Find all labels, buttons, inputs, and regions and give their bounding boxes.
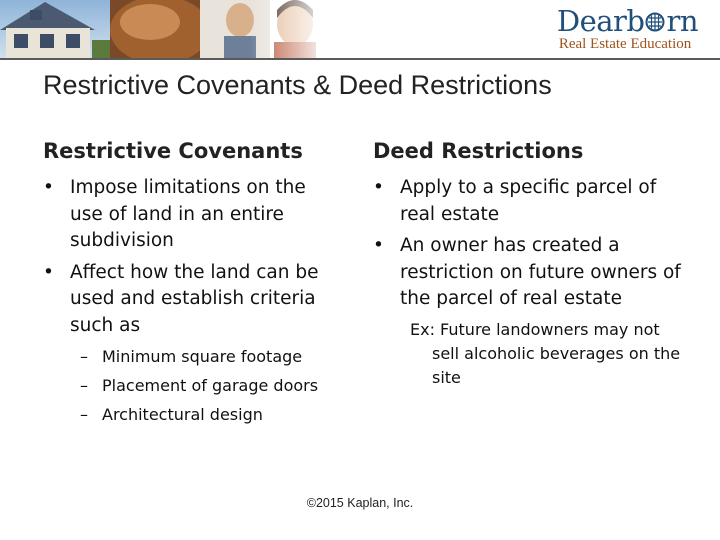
list-item [373, 175, 683, 228]
header-divider [0, 58, 720, 60]
bullet-text: An owner has created a restriction on future owners of the parcel of real estate [400, 235, 681, 309]
list-item [373, 233, 683, 313]
dash-icon: – [80, 347, 88, 366]
bullet-icon: • [373, 177, 384, 198]
list-item [43, 175, 343, 255]
column-heading: Deed Restrictions [373, 139, 584, 163]
sub-bullet-list [80, 345, 343, 427]
bullet-icon: • [43, 261, 54, 283]
dash-icon: – [80, 405, 88, 424]
deed-restrictions-column [373, 139, 683, 390]
sub-bullet-text: Minimum square footage [102, 347, 303, 366]
list-item [80, 345, 343, 369]
logo-wordmark [557, 6, 698, 36]
logo-wordmark-start: Dearb [556, 4, 645, 38]
bullet-list [43, 175, 343, 339]
list-item [43, 260, 343, 340]
sub-bullet-text: Architectural design [102, 405, 263, 424]
restrictive-covenants-column [43, 139, 343, 432]
header-photo-collage [0, 0, 330, 58]
bullet-icon: • [373, 235, 384, 256]
example-note: Ex: Future landowners may not sell alcoholic beverages on the site [410, 319, 681, 387]
house-and-people-image [0, 0, 330, 58]
bullet-text: Affect how the land can be used and establish criteria such as [70, 261, 319, 336]
slide-title: Restrictive Covenants & Deed Restrictions [43, 70, 552, 100]
dash-icon: – [80, 376, 88, 395]
dearborn-logo [557, 6, 698, 52]
list-item [80, 374, 343, 398]
logo-tagline: Real Estate Education [558, 36, 692, 52]
column-heading: Restrictive Covenants [43, 139, 303, 163]
bullet-list [373, 175, 683, 313]
copyright-footer: ©2015 Kaplan, Inc. [306, 496, 414, 510]
list-item [80, 403, 343, 427]
bullet-text: Impose limitations on the use of land in an entire subdivision [70, 177, 306, 251]
globe-icon [645, 12, 665, 32]
header-banner [0, 0, 720, 58]
sub-bullet-text: Placement of garage doors [102, 376, 319, 395]
logo-wordmark-end: rn [666, 4, 698, 38]
bullet-text: Apply to a specific parcel of real estate [400, 177, 657, 225]
bullet-icon: • [43, 177, 54, 198]
